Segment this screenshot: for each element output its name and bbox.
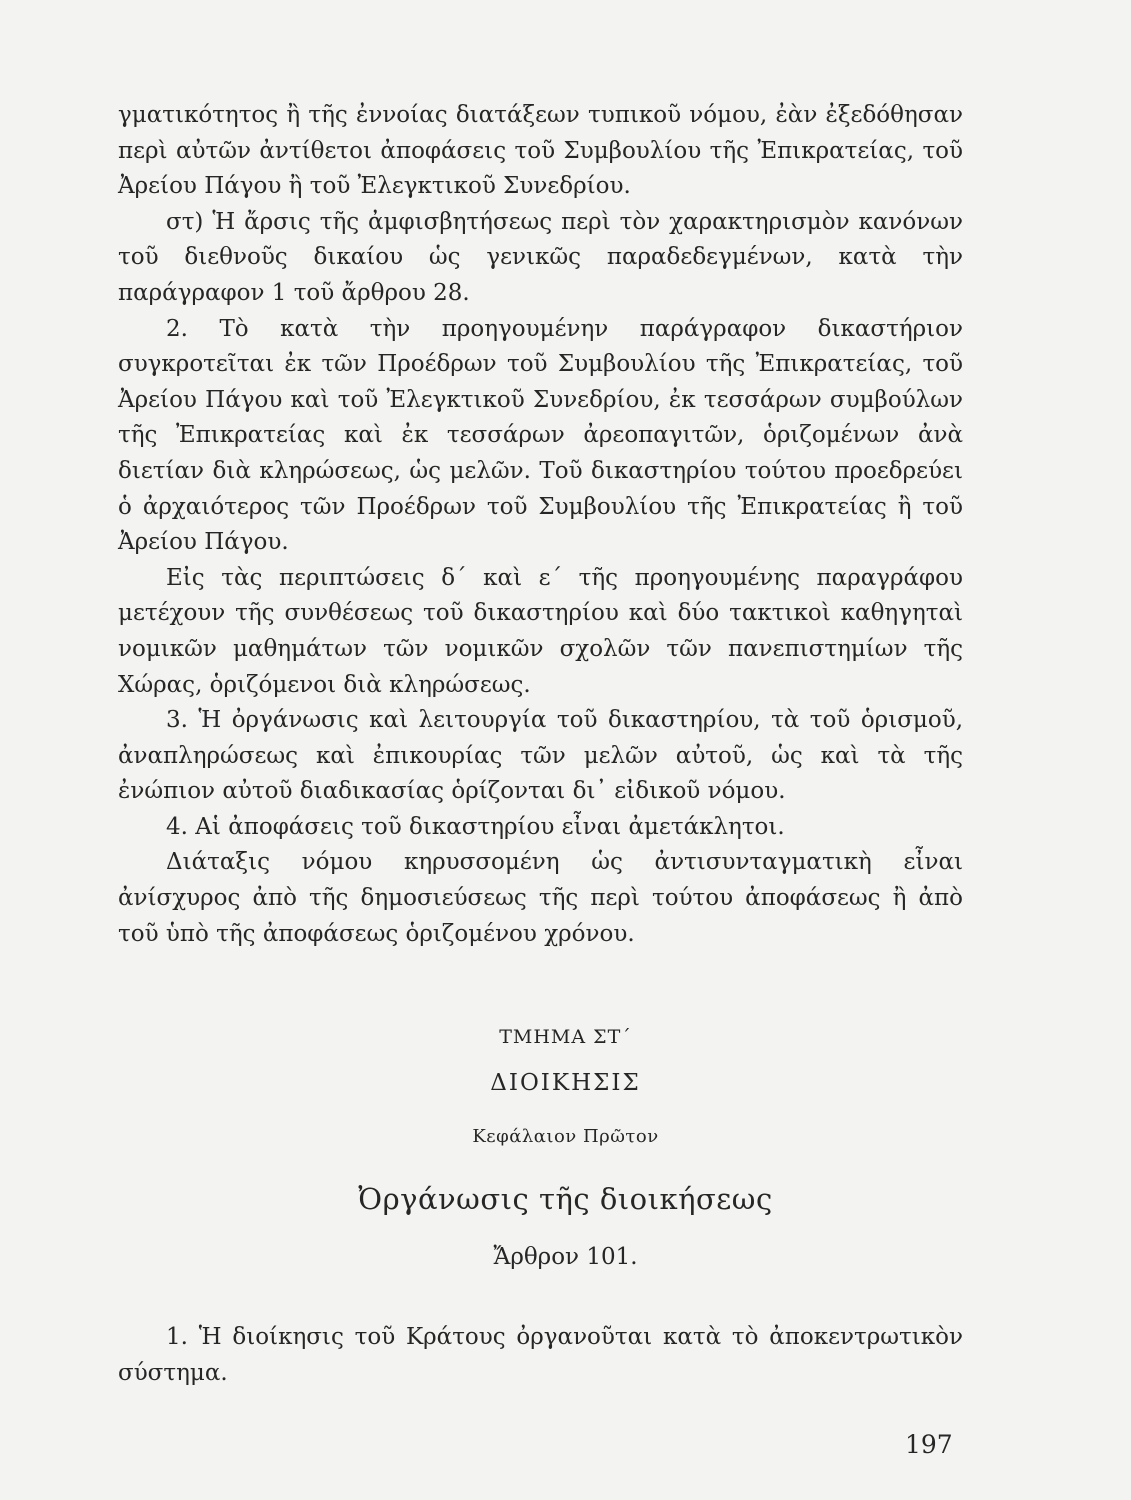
article-paragraph-1: 1. Ἡ διοίκησις τοῦ Κράτους ὀργανοῦται κατὰ τὸ ἀποκεντρωτικὸν σύστημα.	[118, 1324, 963, 1386]
paragraph-3: 3. Ἡ ὀργάνωσις καὶ λειτουργία τοῦ δικαστηρίου, τὰ τοῦ ὁρισμοῦ, ἀναπληρώσεως καὶ ἐπικουρίας τῶν μελῶν αὐτοῦ, ὡς καὶ τὰ τῆς ἐνώπιον αὐτοῦ διαδικασίας ὁρίζονται δι᾽ εἰδικοῦ νόμου.	[118, 707, 963, 805]
paragraph-2b: Εἰς τὰς περιπτώσεις δ΄ καὶ ε΄ τῆς προηγουμένης παραγράφου μετέχουν τῆς συνθέσεως τοῦ δικαστηρίου καὶ δύο τακτικοὶ καθηγηταὶ νομικῶν μαθημάτων τῶν νομικῶν σχολῶν τῶν πανεπιστημίων τῆς Χώρας, ὁριζόμενοι διὰ κληρώσεως.	[118, 564, 963, 698]
item-st-paragraph: στ) Ἡ ἄρσις τῆς ἀμφισβητήσεως περὶ τὸν χαρακτηρισμὸν κανόνων τοῦ διεθνοῦς δικαίου ὡς γενικῶς παραδεδεγμένων, κατὰ τὴν παράγραφον 1 τοῦ ἄρθρου 28.	[118, 208, 963, 306]
paragraph-4b: Διάταξις νόμου κηρυσσομένη ὡς ἀντισυνταγματικὴ εἶναι ἀνίσχυρος ἀπὸ τῆς δημοσιεύσεως τῆς περὶ τούτου ἀποφάσεως ἢ ἀπὸ τοῦ ὑπὸ τῆς ἀποφάσεως ὁριζομένου χρόνου.	[118, 849, 963, 947]
body-text	[118, 98, 963, 952]
chapter-title: Ὀργάνωσις τῆς διοικήσεως	[358, 1182, 773, 1216]
section-title: ΔΙΟΙΚΗΣΙΣ	[490, 1070, 641, 1096]
part-title: ΤΜΗΜΑ ΣΤ΄	[499, 1026, 632, 1048]
chapter-label: Κεφάλαιον Πρῶτον	[472, 1126, 659, 1147]
paragraph-2: 2. Τὸ κατὰ τὴν προηγουμένην παράγραφον δικαστήριον συγκροτεῖται ἐκ τῶν Προέδρων τοῦ Συμβουλίου τῆς Ἐπικρατείας, τοῦ Ἀρείου Πάγου καὶ τοῦ Ἐλεγκτικοῦ Συνεδρίου, ἐκ τεσσάρων συμβούλων τῆς Ἐπικρατείας καὶ ἐκ τεσσάρων ἀρεοπαγιτῶν, ὁριζομένων ἀνὰ διετίαν διὰ κληρώσεως, ὡς μελῶν. Τοῦ δικαστηρίου τούτου προεδρεύει ὁ ἀρχαιότερος τῶν Προέδρων τοῦ Συμβουλίου τῆς Ἐπικρατείας ἢ τοῦ Ἀρείου Πάγου.	[118, 315, 963, 556]
article-text	[118, 1320, 963, 1391]
continuation-paragraph: γματικότητος ἢ τῆς ἐννοίας διατάξεων τυπικοῦ νόμου, ἐὰν ἐξεδόθησαν περὶ αὐτῶν ἀντίθετοι ἀποφάσεις τοῦ Συμβουλίου τῆς Ἐπικρατείας, τοῦ Ἀρείου Πάγου ἢ τοῦ Ἐλεγκτικοῦ Συνεδρίου.	[118, 102, 963, 200]
article-title: Ἄρθρον 101.	[493, 1244, 638, 1270]
paragraph-4: 4. Αἱ ἀποφάσεις τοῦ δικαστηρίου εἶναι ἀμετάκλητοι.	[166, 813, 785, 840]
page-number: 197	[905, 1430, 953, 1459]
